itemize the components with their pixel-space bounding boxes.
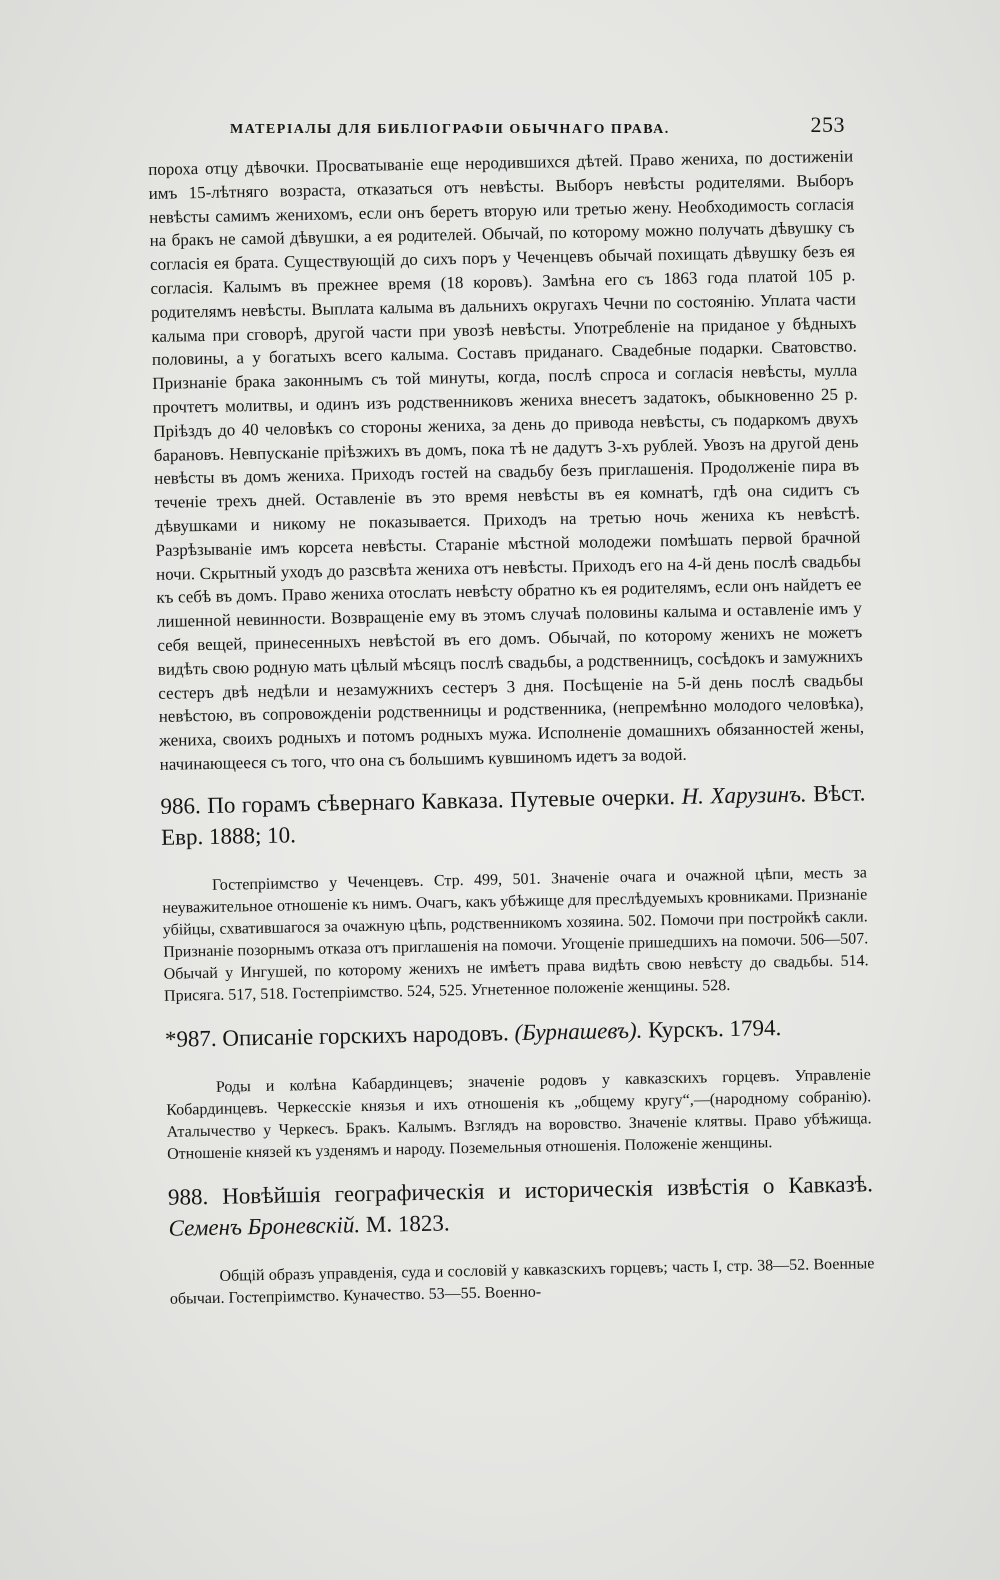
entry-title: Новѣйшія географическія и историческія извѣстія о Кавказѣ. — [221, 1170, 874, 1209]
entry-source: Курскъ. 1794. — [647, 1014, 782, 1043]
entry-number: *987. — [164, 1025, 217, 1052]
entry-title: Описаніе горскихъ народовъ. — [222, 1019, 509, 1051]
page-body — [148, 144, 875, 1326]
entry-author: Семенъ Броневскій. — [168, 1211, 361, 1241]
entry-author: Н. Харузинъ. — [681, 781, 807, 809]
entry-annotation-986: Гостепріимство у Чеченцевъ. Стр. 499, 501. Значеніе очага и очажной цѣпи, месть за неуважительное отношеніе къ нимъ. Очагъ, какъ убѣжище для преслѣдуемыхъ кровниками. Признаніе убійцы, схватившагося за очажную цѣпь, родственникомъ хозяина. 502. Помочи при постройкѣ сакли. Признаніе позорнымъ отказа отъ приглашенія на помочи. Угощеніе пришедшихъ на помочи. 506—507. Обычай у Ингушей, по которому женихъ не имѣетъ права видѣть свою невѣсту до свадьбы. 514. Присяга. 517, 518. Гостепріимство. 524, 525. Угнетенное положеніе женщины. 528. — [162, 864, 869, 1005]
bibliography-entry-987 — [165, 1010, 870, 1055]
bibliography-entry-988 — [168, 1168, 874, 1244]
entry-number: 988. — [167, 1183, 209, 1210]
page-number: 253 — [810, 112, 845, 137]
entry-author: (Бурнашевъ). — [514, 1017, 643, 1045]
entry-source: Вѣст. Евр. 1888; 10. — [160, 780, 866, 850]
entry-annotation-988: Общій образъ управденія, суда и сословій у кавказскихъ горцевъ; часть I, стр. 38—52. Военные обычаи. Гостепріимство. Куначество. 53—55. Военно- — [169, 1254, 875, 1308]
continued-annotation: пороха отцу дѣвочки. Просватываніе еще неродившихся дѣтей. Право жениха, по достиженіи имъ 15-лѣтняго возраста, отказаться отъ невѣсты. Выборъ невѣсты родителями. Выборъ невѣсты самимъ женихомъ, если онъ беретъ вторую или третью жену. Необходимость согласія на бракъ не самой дѣвушки, а ея родителей. Обычай, по которому можно получать дѣвушку съ согласія ея брата. Существующій до сихъ поръ у Чеченцевъ обычай похищать дѣвушку безъ ея согласія. Калымъ въ прежнее время (18 коровъ). Замѣна его съ 1863 года платой 105 р. родителямъ невѣсты. Выплата калыма въ дальнихъ округахъ Чечни по состоянію. Уплата части калыма при сговорѣ, другой части при увозѣ невѣсты. Употребленіе на приданое у бѣдныхъ половины, а у богатыхъ всего калыма. Составъ приданаго. Свадебные подарки. Сватовство. Признаніе брака законнымъ съ той минуты, когда, послѣ спроса и согласія невѣсты, мулла прочтетъ молитвы, и одинъ изъ родственниковъ жениха внесетъ задатокъ, обыкновенно 25 р. Пріѣздъ до 40 человѣкъ со стороны жениха, за день до привода невѣсты, съ подаркомъ двухъ барановъ. Невпусканіе пріѣзжихъ въ домъ, пока тѣ не дадутъ 3-хъ рублей. Увозъ на другой день невѣсты въ домъ жениха. Приходъ гостей на свадьбу безъ приглашенія. Продолженіе пира въ теченіе трехъ дней. Оставленіе въ это время невѣсты въ ея комнатѣ, гдѣ она сидитъ съ дѣвушками и никому не показывается. Приходъ на третью ночь жениха къ невѣстѣ. Разрѣзываніе имъ корсета невѣсты. Стараніе мѣстной молодежи помѣшать первой брачной ночи. Скрытный уходъ до разсвѣта жениха отъ невѣсты. Приходъ его на 4-й день послѣ свадьбы къ себѣ въ домъ. Право жениха отослать невѣсту обратно къ ея родителямъ, если онъ найдетъ ее лишенной невинности. Возвращеніе ему въ этомъ случаѣ половины калыма и оставленіе имъ у себя вещей, принесенныхъ невѣстой въ его домъ. Обычай, по которому женихъ не можетъ видѣть свою родную мать цѣлый мѣсяцъ послѣ свадьбы, а родственницъ, сосѣдокъ и замужнихъ сестеръ двѣ недѣли и незамужнихъ сестеръ 3 дня. Посѣщеніе на 5-й день послѣ свадьбы невѣстою, въ сопровожденіи родственницы и родственника, (непремѣнно молодого человѣка), жениха, своихъ родныхъ и потомъ родныхъ мужа. Исполненіе домашнихъ обязанностей жены, начинающееся съ того, что она съ большимъ кувшиномъ идетъ за водой. — [148, 146, 865, 774]
entry-source: М. 1823. — [365, 1210, 450, 1237]
entry-title: По горамъ сѣвернаго Кавказа. Путевые очерки. — [206, 783, 676, 818]
entry-annotation-987: Роды и колѣна Кабардинцевъ; значеніе родовъ у кавказскихъ горцевъ. Управленіе Кобардинцевъ. Черкесскіе князья и ихъ отношенія къ „общему кругу“,—(народному собранію). Аталычество у Черкесъ. Бракъ. Калымъ. Взглядъ на воровство. Значеніе клятвы. Право убѣжища. Отношеніе князей къ узденямъ и народу. Поземельныя отношенія. Положеніе женщины. — [166, 1066, 872, 1163]
page-header — [230, 112, 845, 138]
entry-number: 986. — [160, 792, 201, 819]
bibliography-entry-986 — [160, 777, 866, 853]
running-title: МАТЕРІАЛЫ ДЛЯ БИБЛІОГРАФІИ ОБЫЧНАГО ПРАВА. — [230, 122, 670, 137]
